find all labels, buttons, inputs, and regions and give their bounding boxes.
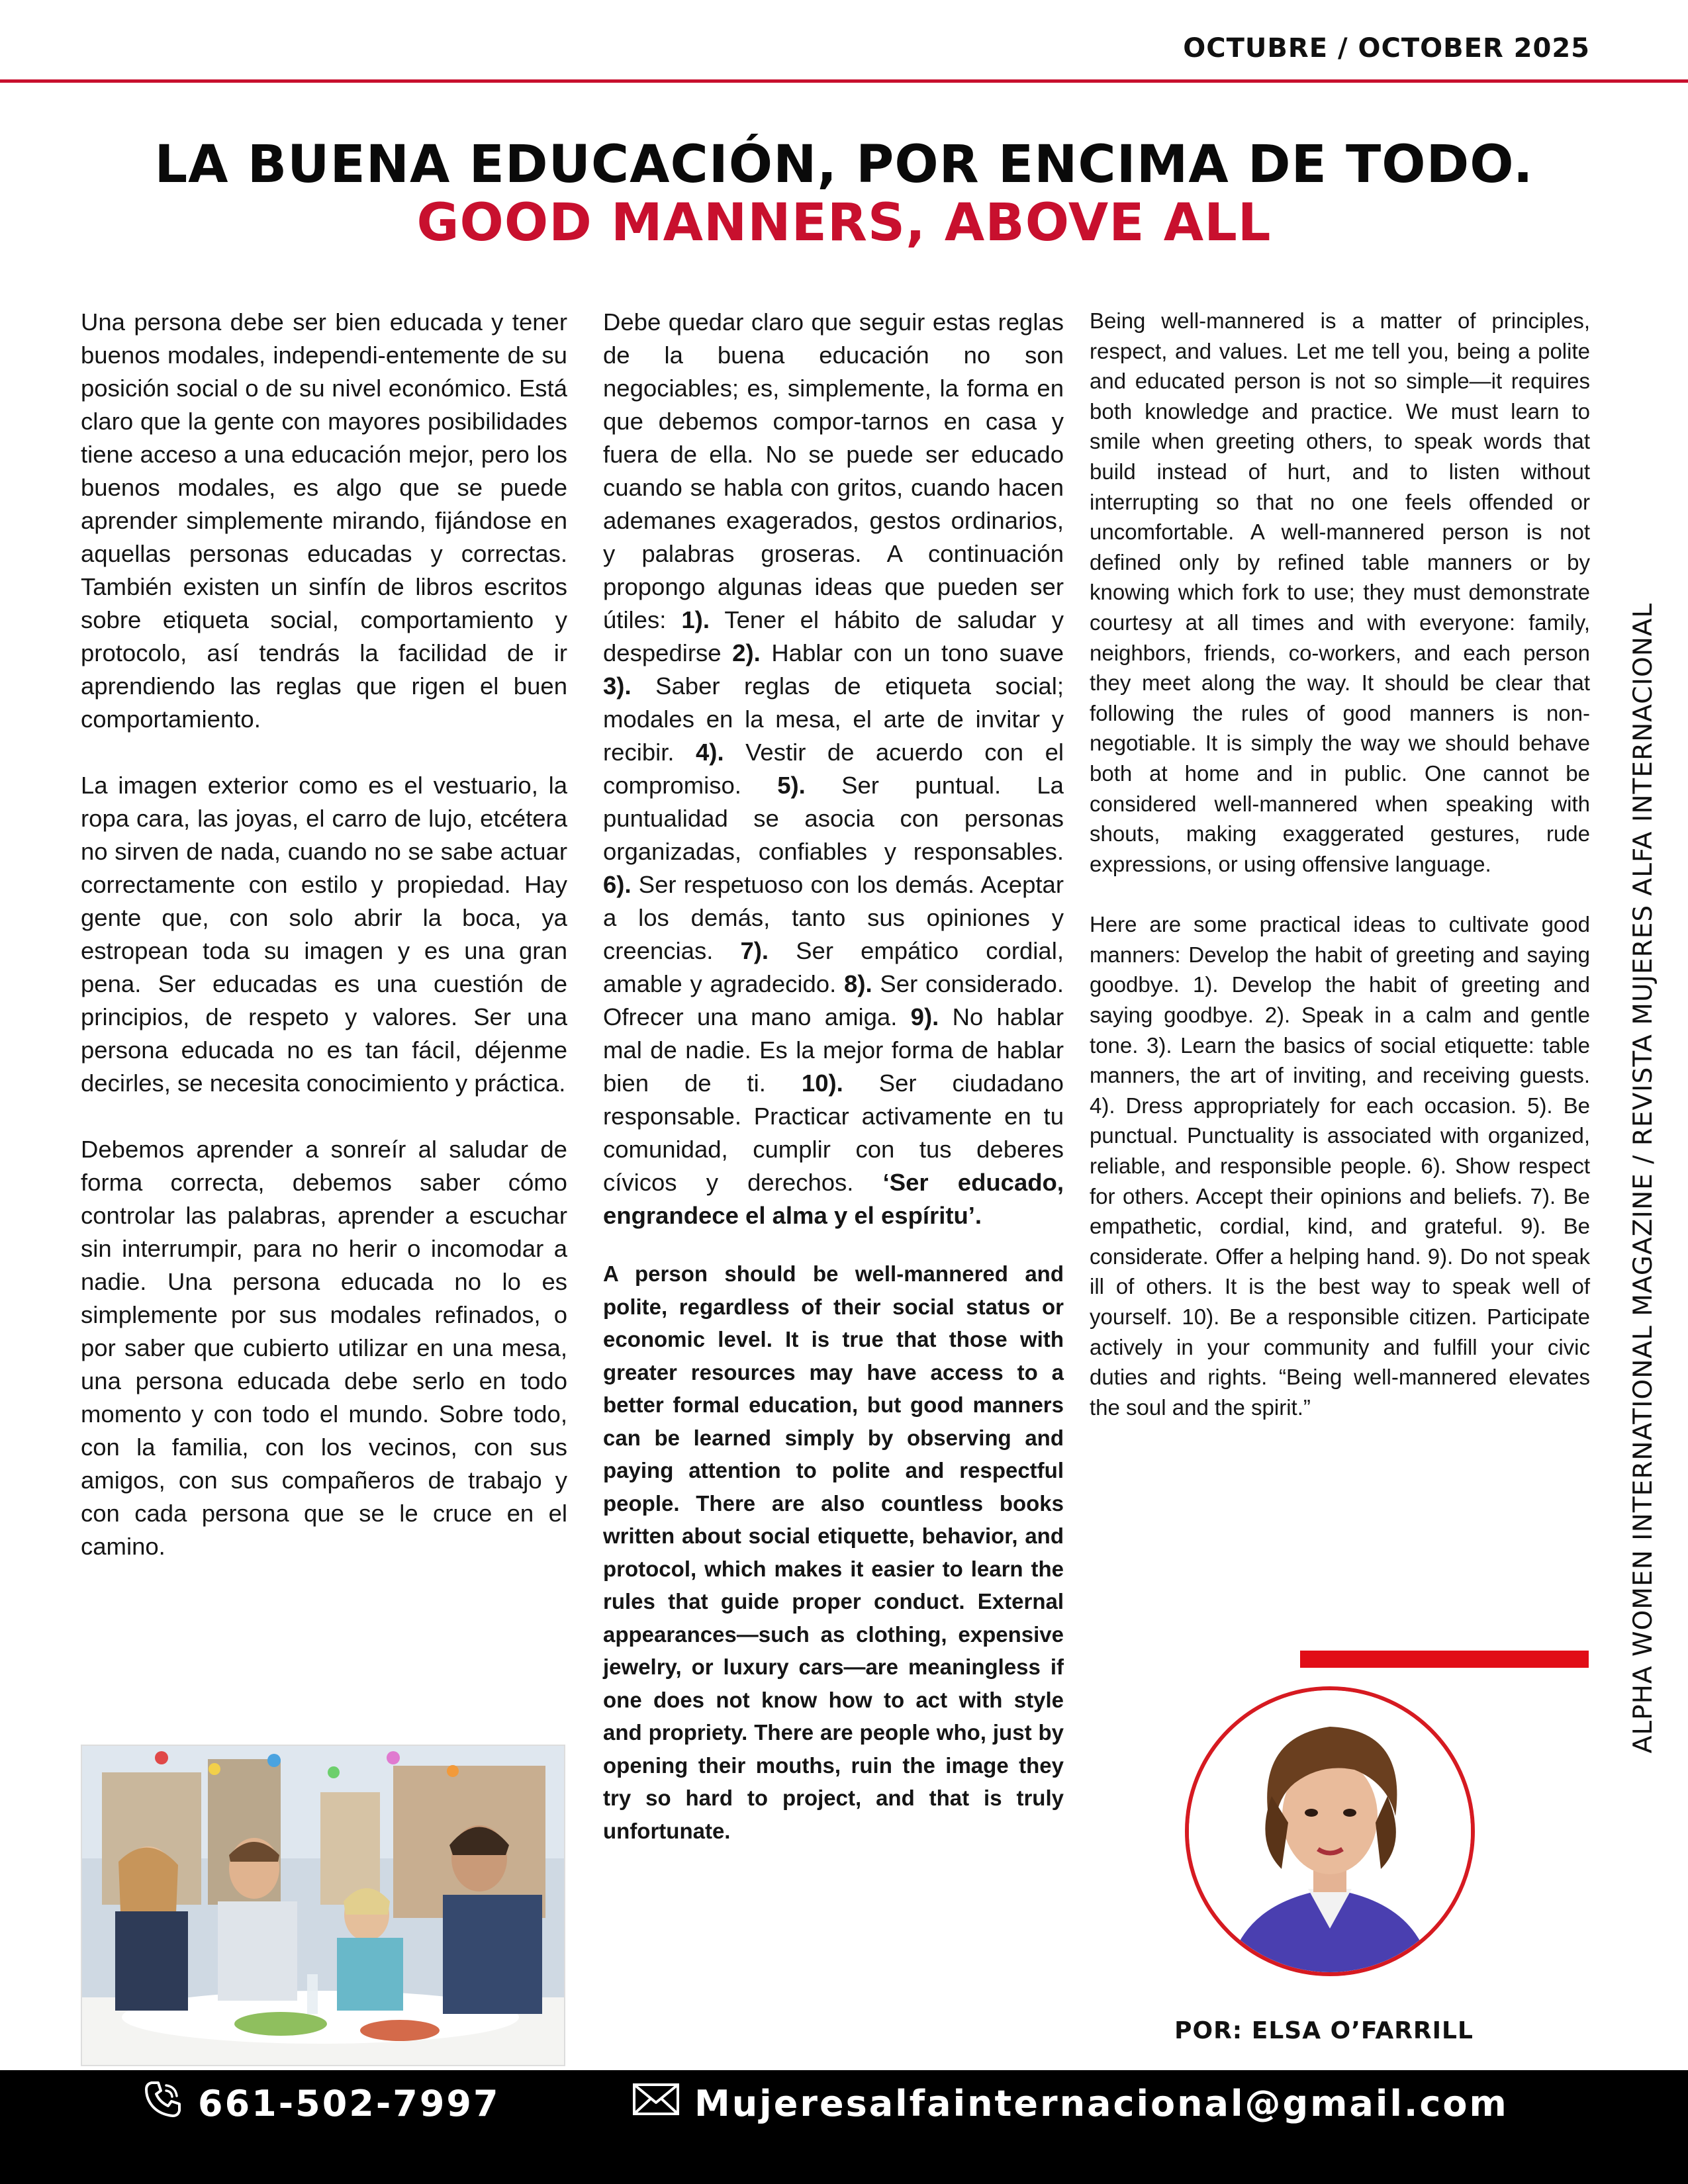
list-text: Ser ciudadano responsable. Practicar activamente en tu comunidad, cumplir con tus deberes cívicos y derechos.	[603, 1069, 1064, 1196]
footer-email[interactable]	[632, 2070, 1509, 2136]
list-number: 3).	[603, 672, 632, 700]
email-address: Mujeresalfainternacional@gmail.com	[694, 2082, 1509, 2124]
column-spanish-left	[81, 306, 567, 1563]
issue-date: OCTUBRE / OCTOBER 2025	[1183, 33, 1590, 64]
paragraph-list	[603, 306, 1064, 1232]
list-number: 9).	[910, 1003, 939, 1030]
list-text: Tener el hábito de saludar y despedirse	[603, 606, 1064, 666]
phone-number: 661-502-7997	[198, 2082, 500, 2124]
list-text: Vestir de acuerdo con el compromiso.	[603, 739, 1064, 799]
list-text: Ser puntual. La puntualidad se asocia con personas organizadas, confiables y responsables.	[603, 772, 1064, 865]
footer-bar	[0, 2070, 1688, 2184]
envelope-icon	[632, 2083, 694, 2124]
phone-icon	[142, 2079, 198, 2128]
paragraph: Debemos aprender a sonreír al saludar de forma correcta, debemos saber cómo controlar las palabras, aprender a escuchar sin interrumpir, para no herir o incomodar a nadie. Una persona educada no lo es simplemente por sus modales refinados, o por saber que cubierto utilizar en una mesa, una persona educada debe serlo en todo momento y con todo el mundo. Sobre todo, con la familia, con los vecinos, con sus amigos, con sus compañeros de trabajo y con cada persona que se le cruce en el camino.	[81, 1136, 567, 1560]
title-english: GOOD MANNERS, ABOVE ALL	[416, 193, 1272, 253]
article-title	[0, 136, 1688, 252]
list-number: 1).	[681, 606, 710, 633]
paragraph: Here are some practical ideas to cultivate good manners: Develop the habit of greeting and saying goodbye. 1). Develop the habit of greeting and saying goodbye. 2). Speak in a calm and gentle tone. 3). Learn the basics of social etiquette: table manners, the art of inviting, and receiving guests. 4). Dress appropriately for each occasion. 5). Be punctual. Punctuality is associated with organized, reliable, and responsible people. 6). Show respect for others. Accept their opinions and beliefs. 7). Be empathetic, cordial, kind, and grateful. 9). Be considerate. Offer a helping hand. 9). Do not speak ill of others. It is the best way to speak well of yourself. 10). Be a responsible citizen. Participate actively in your community and fulfill your civic duties and rights. “Being well-mannered elevates the soul and the spirit.”	[1090, 912, 1590, 1420]
list-number: 5).	[777, 772, 806, 799]
closing-quote: ‘Ser educado, engrandece el alma y el espíritu’.	[603, 1169, 1064, 1229]
list-text: Ser respetuoso con los demás. Aceptar a los demás, tanto sus opiniones y creencias.	[603, 871, 1064, 964]
list-text: Ser empático cordial, amable y agradecido.	[603, 937, 1064, 997]
list-text: No hablar mal de nadie. Es la mejor forma de hablar bien de ti.	[603, 1003, 1064, 1097]
list-number: 2).	[732, 639, 761, 666]
paragraph: Being well-mannered is a matter of principles, respect, and values. Let me tell you, being a polite and educated person is not so simple—it requires both knowledge and practice. We must learn to smile when greeting others, to speak words that build instead of hurt, and to listen without interrupting so that no one feels offended or uncomfortable. A well-mannered person is not defined only by refined table manners or by knowing which fork to use; they must demonstrate courtesy at all times and with everyone: family, neighbors, friends, co-workers, and each person they meet along the way. It should be clear that following the rules of good manners is non-negotiable. It is simply the way we should behave both at home and in public. One cannot be considered well-mannered when speaking with shouts, making exaggerated gestures, rude expressions, or using offensive language.	[1090, 308, 1590, 876]
list-number: 7).	[740, 937, 769, 964]
list-number: 4).	[695, 739, 724, 766]
footer-phone[interactable]	[142, 2070, 500, 2136]
title-spanish: LA BUENA EDUCACIÓN, POR ENCIMA DE TODO.	[154, 135, 1534, 195]
list-text: Ser considerado. Ofrecer una mano amiga.	[603, 970, 1064, 1030]
accent-bar	[1300, 1651, 1589, 1668]
header-rule	[0, 79, 1688, 83]
list-number: 8).	[844, 970, 872, 997]
paragraph: Una persona debe ser bien educada y tener buenos modales, independi-entemente de su posición social o de su nivel económico. Está claro que la gente con mayores posibilidades tiene acceso a una educación mejor, pero los buenos modales, es algo que se puede aprender simplemente mirando, fijándose en aquellas personas educadas y correctas. También existen un sinfín de libros escritos sobre etiqueta social, comportamiento y protocolo, así tendrás la facilidad de ir aprendiendo las reglas que rigen el buen comportamiento.	[81, 308, 567, 733]
paragraph: La imagen exterior como es el vestuario, la ropa cara, las joyas, el carro de lujo, etcétera no sirven de nada, cuando no se sabe actuar correctamente con estilo y propiedad. Hay gente que, con solo abrir la boca, ya estropean toda su imagen y es una gran pena. Ser educadas es una cuestión de principios, de respeto y valores. Ser una persona educada no es tan fácil, déjenme decirles, se necesita conocimiento y práctica.	[81, 772, 567, 1097]
intro-text: Debe quedar claro que seguir estas reglas de la buena educación no son negociables; es, simplemente, la forma en que debemos compor-tarnos en casa y fuera de ella. No se puede ser educado cuando se habla con gritos, cuando hacen ademanes exagerados, gestos ordinarios, y palabras groseras. A continuación propongo algunas ideas que pueden ser útiles:	[603, 308, 1064, 633]
list-text: Hablar con un tono suave	[771, 639, 1064, 666]
column-middle	[603, 306, 1064, 1847]
author-portrait	[1185, 1686, 1475, 1976]
list-number: 6).	[603, 871, 632, 898]
author-byline: POR: ELSA O’FARRILL	[1174, 2017, 1474, 2044]
magazine-name-vertical: ALPHA WOMEN INTERNATIONAL MAGAZINE / REVISTA MUJERES ALFA INTERNACIONAL	[1628, 602, 1658, 1754]
english-paragraph-bold: A person should be well-mannered and polite, regardless of their social status or economic level. It is true that those with greater resources may have access to a better formal education, but good manners can be learned simply by observing and paying attention to polite and respectful people. There are also countless books written about social etiquette, behavior, and protocol, which makes it easier to learn the rules that guide proper conduct. External appearances—such as clothing, expensive jewelry, or luxury cars—are meaningless if one does not know how to act with style and propriety. There are people who, just by opening their mouths, ruin the image they try so hard to project, and that is truly unfortunate.	[603, 1261, 1064, 1843]
list-number: 10).	[801, 1069, 843, 1097]
column-english-right	[1090, 306, 1590, 1422]
list-text: Saber reglas de etiqueta social; modales en la mesa, el arte de invitar y recibir.	[603, 672, 1064, 766]
dinner-party-photo	[81, 1745, 565, 2066]
